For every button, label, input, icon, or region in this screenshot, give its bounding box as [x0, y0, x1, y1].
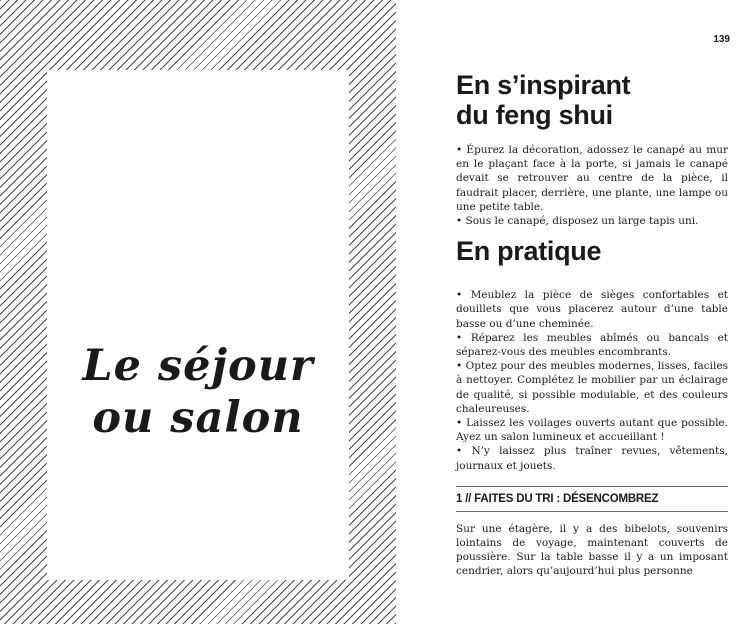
- bullet-icon: •: [456, 215, 463, 228]
- list-item: [456, 331, 728, 359]
- list-item: [456, 214, 728, 228]
- bullet-icon: •: [456, 144, 463, 156]
- list-item: [456, 444, 728, 472]
- list-item: [456, 359, 728, 416]
- bullet-text: Réparez les meubles abîmés ou bancals et séparez-vous des meubles encombrants.: [456, 331, 729, 359]
- bullet-icon: •: [456, 417, 463, 430]
- subsection-paragraph: Sur une étagère, il y a des bibelots, souvenirs lointains de voyage, maintenant couverts de poussière. Sur la table basse il y a un imposant cendrier, alors qu’aujourd’hui plus personne: [456, 522, 728, 578]
- heading-feng-shui: [456, 70, 728, 130]
- feng-shui-bullet-list: [456, 143, 728, 228]
- bullet-text: Meublez la pièce de sièges confortables et douillets que vous placerez autour d’une table basse ou d’une cheminée.: [456, 289, 728, 330]
- pratique-bullet-list: [456, 288, 728, 473]
- right-page: [396, 0, 748, 624]
- title-card: [47, 70, 349, 580]
- bullet-text: Optez pour des meubles modernes, lisses, faciles à nettoyer. Complétez le mobilier par un éclairage de qualité, si possible modulable, et des couleurs chaleureuses.: [456, 360, 728, 415]
- chapter-title-line-1: Le séjour: [82, 341, 314, 391]
- chapter-title: [47, 340, 349, 444]
- bullet-icon: •: [456, 289, 463, 302]
- bullet-icon: •: [456, 331, 463, 344]
- bullet-text: N’y laissez plus traîner revues, vêtements, journaux et jouets.: [456, 445, 728, 472]
- list-item: [456, 288, 728, 331]
- page-content: [456, 70, 728, 579]
- bullet-icon: •: [456, 360, 463, 373]
- heading-feng-shui-line-1: En s’inspirant: [456, 70, 631, 100]
- heading-feng-shui-line-2: du feng shui: [456, 100, 613, 130]
- list-item: [456, 416, 728, 444]
- heading-en-pratique: En pratique: [456, 236, 602, 267]
- subsection-title: 1 // FAITES DU TRI : DÉSENCOMBREZ: [456, 492, 659, 505]
- bullet-text: Sous le canapé, disposez un large tapis uni.: [465, 215, 699, 228]
- chapter-title-line-2: ou salon: [92, 393, 304, 443]
- list-item: [456, 143, 728, 214]
- page-number: 139: [713, 34, 730, 45]
- bullet-text: Laissez les voilages ouverts autant que possible. Ayez un salon lumineux et accueillant !: [456, 417, 728, 444]
- subsection-bottom-divider: [456, 511, 728, 512]
- bullet-text: Épurez la décoration, adossez le canapé au mur en le plaçant face à la porte, si jamais le canapé devait se retrouver au centre de la pièce, il faudrait placer, derrière, une plante, une lampe ou une petite table.: [456, 144, 728, 213]
- bullet-icon: •: [456, 445, 463, 458]
